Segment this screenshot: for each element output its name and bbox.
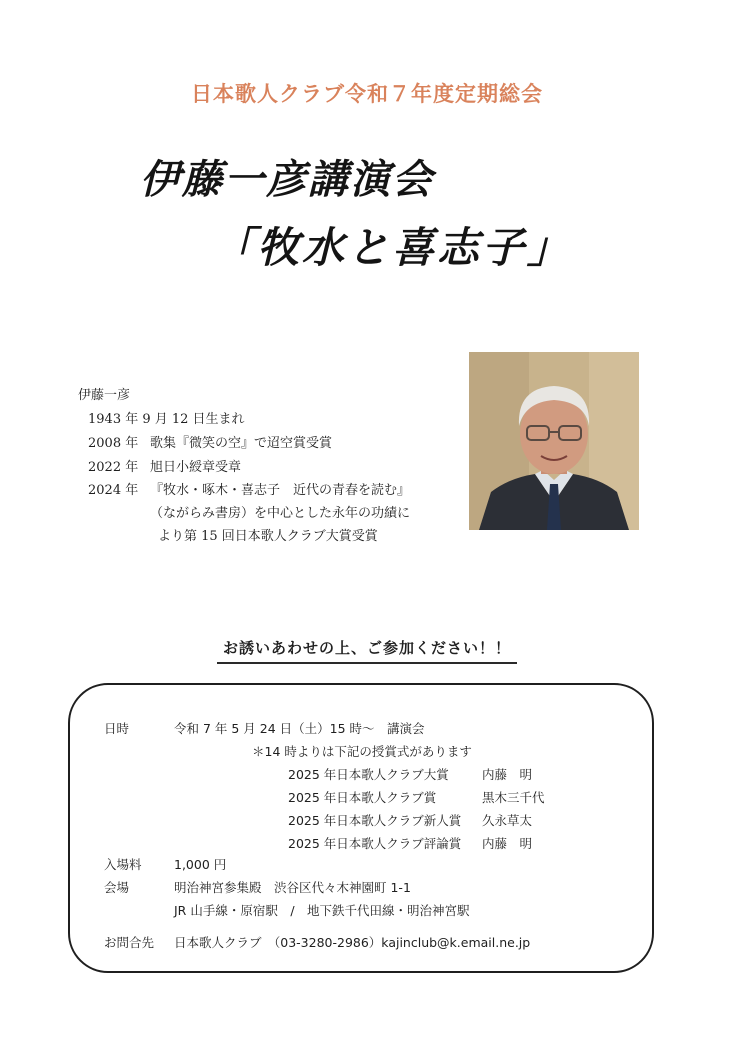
biography-text: （ながらみ書房）を中心とした永年の功績に bbox=[150, 506, 411, 521]
date-value: 令和 7 年 5 月 24 日（土）15 時～ 講演会 bbox=[174, 721, 425, 736]
fee-label: 入場料 bbox=[104, 857, 142, 872]
biography-text: 歌集『微笑の空』で迢空賞受賞 bbox=[150, 436, 333, 451]
invitation-text: お誘いあわせの上、ご参加ください！！ bbox=[217, 637, 517, 664]
biography-text: より第 15 回日本歌人クラブ大賞受賞 bbox=[158, 529, 378, 544]
award-name: 2025 年日本歌人クラブ賞 bbox=[288, 790, 437, 805]
biography-year: 2022 年 bbox=[88, 460, 139, 475]
award-winner: 黒木三千代 bbox=[482, 790, 545, 805]
contact-value: 日本歌人クラブ （03-3280-2986）kajinclub@k.email.ne.jp bbox=[174, 935, 531, 950]
award-winner: 内藤 明 bbox=[482, 836, 533, 851]
contact-label: お問合先 bbox=[104, 935, 155, 950]
award-winner: 内藤 明 bbox=[482, 767, 533, 782]
biography-text: 旭日小綬章受章 bbox=[150, 460, 242, 475]
fee-value: 1,000 円 bbox=[174, 857, 227, 872]
page-title: 伊藤一彦講演会 bbox=[140, 156, 434, 203]
portrait-illustration bbox=[469, 352, 639, 530]
lecture-subtitle: 「牧水と喜志子」 bbox=[212, 223, 573, 272]
award-name: 2025 年日本歌人クラブ新人賞 bbox=[288, 813, 462, 828]
biography-text: 『牧水・啄木・喜志子 近代の青春を読む』 bbox=[150, 483, 411, 498]
access-info: JR 山手線・原宿駅 / 地下鉄千代田線・明治神宮駅 bbox=[174, 903, 470, 918]
biography-year: 2008 年 bbox=[88, 436, 139, 451]
venue-label: 会場 bbox=[104, 880, 130, 895]
award-name: 2025 年日本歌人クラブ大賞 bbox=[288, 767, 449, 782]
portrait-photo bbox=[469, 352, 639, 530]
award-name: 2025 年日本歌人クラブ評論賞 bbox=[288, 836, 462, 851]
invitation-banner bbox=[0, 637, 734, 664]
venue-value: 明治神宮参集殿 渋谷区代々木神園町 1-1 bbox=[174, 880, 411, 895]
date-label: 日時 bbox=[104, 721, 130, 736]
biography-year: 2024 年 bbox=[88, 483, 139, 498]
speaker-name: 伊藤一彦 bbox=[78, 388, 131, 403]
biography-year: 1943 年 9 月 12 日生まれ bbox=[88, 412, 245, 427]
organization-heading: 日本歌人クラブ令和７年度定期総会 bbox=[191, 82, 543, 106]
ceremony-note: ＊14 時よりは下記の授賞式があります bbox=[252, 744, 472, 759]
award-winner: 久永草太 bbox=[482, 813, 533, 828]
